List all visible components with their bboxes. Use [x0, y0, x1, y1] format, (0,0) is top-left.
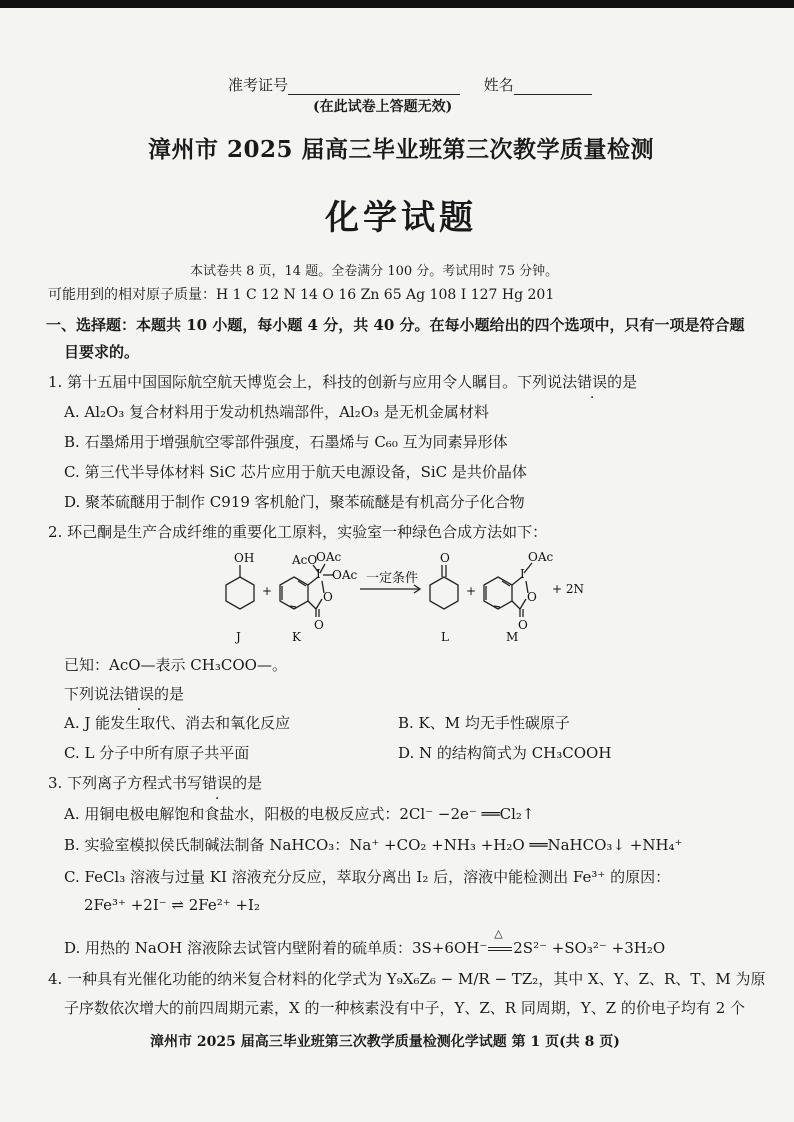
q1-stem: 1. 第十五届中国国际航空航天博览会上，科技的创新与应用令人瞩目。下列说法错误的是 [48, 373, 638, 391]
exam-id-row [228, 74, 592, 95]
k-ring-oxygen-label: O [323, 590, 333, 604]
q1-option-a: A. Al₂O₃ 复合材料用于发动机热端部件，Al₂O₃ 是无机金属材料 [64, 403, 489, 421]
q2-option-b: B. K、M 均无手性碳原子 [398, 714, 570, 732]
plus-1: + [262, 584, 273, 598]
q2-ask: 下列说法错误的是 [64, 685, 185, 703]
paper-summary: 本试卷共 8 页，14 题。全卷满分 100 分。考试用时 75 分钟。 [190, 264, 559, 279]
j-oh-label: OH [234, 551, 255, 565]
molecule-j-ring [226, 577, 254, 609]
q3-option-d: D. 用热的 NaOH 溶液除去试管内壁附着的硫单质：3S+6OH⁻ △ 2S²⁻ +SO₃²⁻ +3H₂O [64, 927, 666, 957]
q3-option-a: A. 用铜电极电解饱和食盐水，阳极的电极反应式：2Cl⁻ −2e⁻ ══Cl₂↑ [64, 805, 535, 823]
atomic-masses: 可能用到的相对原子质量：H 1 C 12 N 14 O 16 Zn 65 Ag 108 I 127 Hg 201 [48, 287, 555, 303]
q3-option-c: C. FeCl₃ 溶液与过量 KI 溶液充分反应，萃取分离出 I₂ 后，溶液中能检测出 Fe³⁺ 的原因： [64, 868, 671, 886]
scan-top-edge [0, 0, 794, 8]
label-k: K [292, 630, 301, 644]
plus-2: + [466, 584, 477, 598]
q2-option-c: C. L 分子中所有原子共平面 [64, 744, 250, 762]
q3-stem: 3. 下列离子方程式书写错误的是 [48, 774, 263, 792]
q2-stem: 2. 环己酮是生产合成纤维的重要化工原料，实验室一种绿色合成方法如下： [48, 523, 548, 541]
k-iodine-label: I [316, 567, 321, 581]
q1-option-b: B. 石墨烯用于增强航空零部件强度，石墨烯与 C₆₀ 互为同素异形体 [64, 433, 508, 451]
section-instruction-1: 一、选择题：本题共 10 小题，每小题 4 分，共 40 分。在每小题给出的四个选项中，只有一项是符合题 [46, 316, 745, 334]
label-j: J [236, 630, 241, 644]
subject-title: 化学试题 [325, 198, 477, 238]
q1-option-d: D. 聚苯硫醚用于制作 C919 客机舱门，聚苯硫醚是有机高分子化合物 [64, 493, 525, 511]
q3-emphasis: 错误 [202, 774, 233, 792]
page-footer: 漳州市 2025 届高三毕业班第三次教学质量检测化学试题 第 1 页(共 8 页) [150, 1034, 620, 1050]
k-oac-top-label: OAc [316, 550, 342, 564]
q4-line-1: 4. 一种具有光催化功能的纳米复合材料的化学式为 Y₉X₆Z₆ − M/R − TZ₂，其中 X、Y、Z、R、T、M 为原 [48, 970, 766, 988]
q4-line-2: 子序数依次增大的前四周期元素，X 的一种核素没有中子，Y、Z、R 同周期，Y、Z 的价电子均有 2 个 [64, 999, 746, 1017]
exam-id-label: 准考证号 [228, 76, 289, 94]
m-carbonyl-oxygen-label: O [518, 618, 528, 632]
l-oxygen-label: O [440, 551, 450, 565]
name-blank [514, 80, 592, 95]
invalid-note: (在此试卷上答题无效) [313, 99, 453, 115]
k-aco-label: AcO [292, 553, 318, 567]
q2-known: 已知：AcO—表示 CH₃COO—。 [64, 656, 287, 674]
molecule-k-benzene [280, 577, 308, 609]
reaction-condition: 一定条件 [366, 571, 419, 586]
q3-option-c-equation: 2Fe³⁺ +2I⁻ ⇌ 2Fe²⁺ +I₂ [84, 896, 260, 914]
q2-option-d: D. N 的结构简式为 CH₃COOH [398, 744, 612, 762]
q2-emphasis: 错误 [124, 685, 155, 703]
q1-option-c: C. 第三代半导体材料 SiC 芯片应用于航天电源设备，SiC 是共价晶体 [64, 463, 527, 481]
q3-option-b: B. 实验室模拟侯氏制碱法制备 NaHCO₃：Na⁺ +CO₂ +NH₃ +H₂O ══NaHCO₃↓ +NH₄⁺ [64, 836, 683, 854]
m-ring-oxygen-label: O [527, 590, 537, 604]
heat-symbol: △ [494, 927, 503, 940]
label-m: M [506, 630, 519, 644]
product-n-label: + 2N [552, 582, 585, 596]
m-oac-label: OAc [528, 550, 554, 564]
name-label: 姓名 [483, 76, 514, 94]
reaction-scheme [210, 545, 610, 645]
label-l: L [441, 630, 449, 644]
molecule-l-ring [430, 577, 458, 609]
m-iodine-label: I [520, 567, 525, 581]
section-instruction-2: 目要求的。 [64, 343, 140, 361]
k-carbonyl-oxygen-label: O [314, 618, 324, 632]
exam-id-blank [288, 80, 460, 95]
molecule-m-benzene [484, 577, 512, 609]
exam-title: 漳州市 2025 届高三毕业班第三次教学质量检测 [148, 136, 655, 163]
q1-emphasis: 错误 [577, 373, 608, 391]
k-oac-side-label: OAc [332, 568, 358, 582]
q2-option-a: A. J 能发生取代、消去和氧化反应 [64, 714, 291, 732]
